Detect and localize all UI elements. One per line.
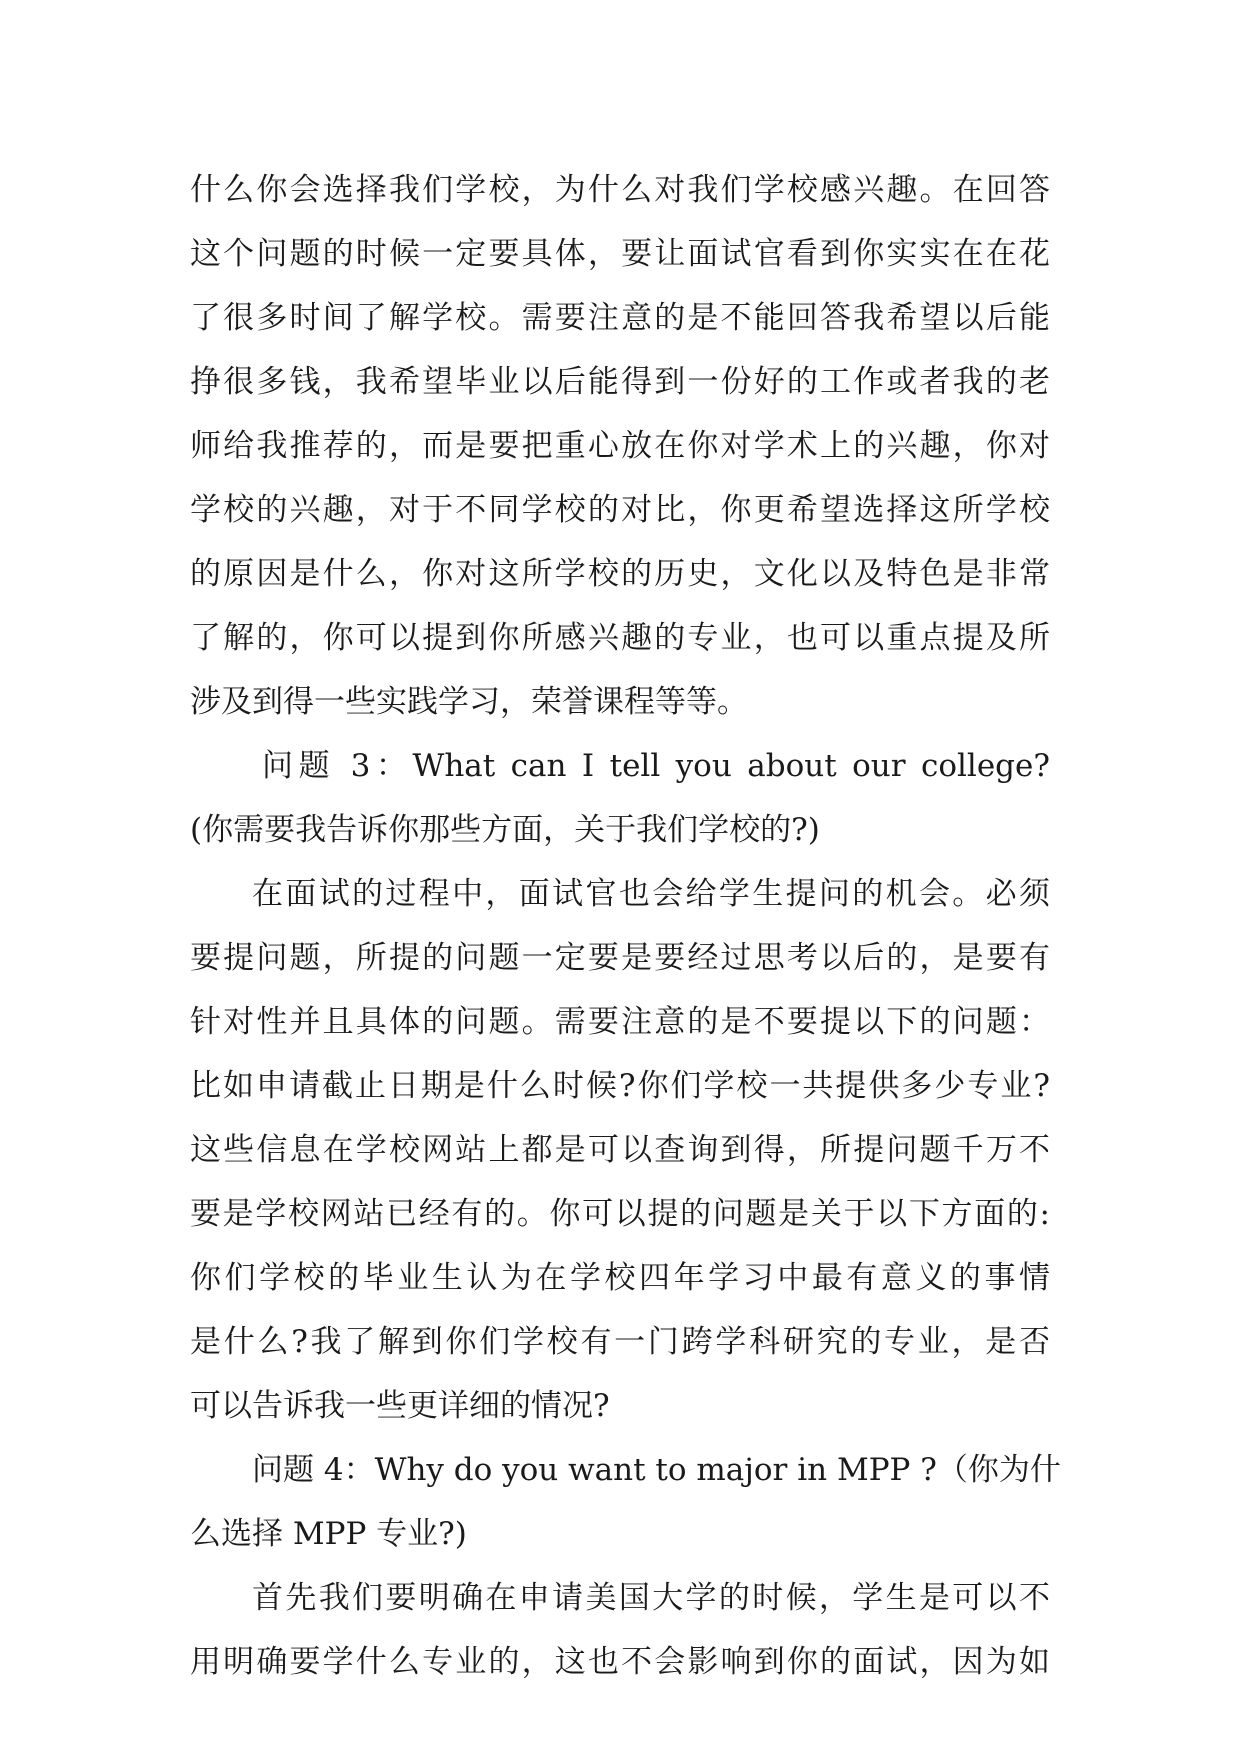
- text-line: 挣很多钱，我希望毕业以后能得到一份好的工作或者我的老: [190, 364, 1050, 400]
- paragraph-1: [190, 158, 1050, 734]
- text-line: 涉及到得一些实践学习，荣誉课程等等。: [190, 684, 748, 720]
- text-line: 是什么?我了解到你们学校有一门跨学科研究的专业，是否: [190, 1324, 1050, 1360]
- paragraph-2: [190, 862, 1050, 1438]
- question-line: (你需要我告诉你那些方面，关于我们学校的?): [190, 812, 820, 848]
- text-line: 比如申请截止日期是什么时候?你们学校一共提供多少专业?: [190, 1068, 1050, 1104]
- question-line: 问题 4：Why do you want to major in MPP ?（你为什: [252, 1452, 1061, 1488]
- text-line: 的原因是什么，你对这所学校的历史，文化以及特色是非常: [190, 556, 1050, 592]
- text-line: 要提问题，所提的问题一定要是要经过思考以后的，是要有: [190, 940, 1050, 976]
- text-line: 师给我推荐的，而是要把重心放在你对学术上的兴趣，你对: [190, 428, 1050, 464]
- text-line: 针对性并且具体的问题。需要注意的是不要提以下的问题：: [190, 1004, 1050, 1040]
- text-line: 这些信息在学校网站上都是可以查询到得，所提问题千万不: [190, 1132, 1050, 1168]
- text-line: 你们学校的毕业生认为在学校四年学习中最有意义的事情: [190, 1260, 1050, 1296]
- paragraph-3: [190, 1566, 1050, 1694]
- text-line: 首先我们要明确在申请美国大学的时候，学生是可以不: [252, 1580, 1050, 1616]
- document-body: [190, 158, 1061, 1694]
- text-line: 这个问题的时候一定要具体，要让面试官看到你实实在在花: [190, 236, 1050, 272]
- text-line: 什么你会选择我们学校，为什么对我们学校感兴趣。在回答: [190, 172, 1050, 208]
- text-line: 学校的兴趣，对于不同学校的对比，你更希望选择这所学校: [190, 492, 1050, 528]
- question-3-heading: [190, 734, 1050, 862]
- question-line: 么选择 MPP 专业?): [190, 1516, 467, 1552]
- question-4-heading: [190, 1438, 1061, 1566]
- text-line: 了很多时间了解学校。需要注意的是不能回答我希望以后能: [190, 300, 1050, 336]
- text-line: 用明确要学什么专业的，这也不会影响到你的面试，因为如: [190, 1644, 1050, 1680]
- text-line: 可以告诉我一些更详细的情况?: [190, 1388, 610, 1424]
- question-line: 问题 3：What can I tell you about our college?: [262, 748, 1050, 784]
- text-line: 了解的，你可以提到你所感兴趣的专业，也可以重点提及所: [190, 620, 1050, 656]
- text-line: 要是学校网站已经有的。你可以提的问题是关于以下方面的:: [190, 1196, 1050, 1232]
- text-line: 在面试的过程中，面试官也会给学生提问的机会。必须: [252, 876, 1050, 912]
